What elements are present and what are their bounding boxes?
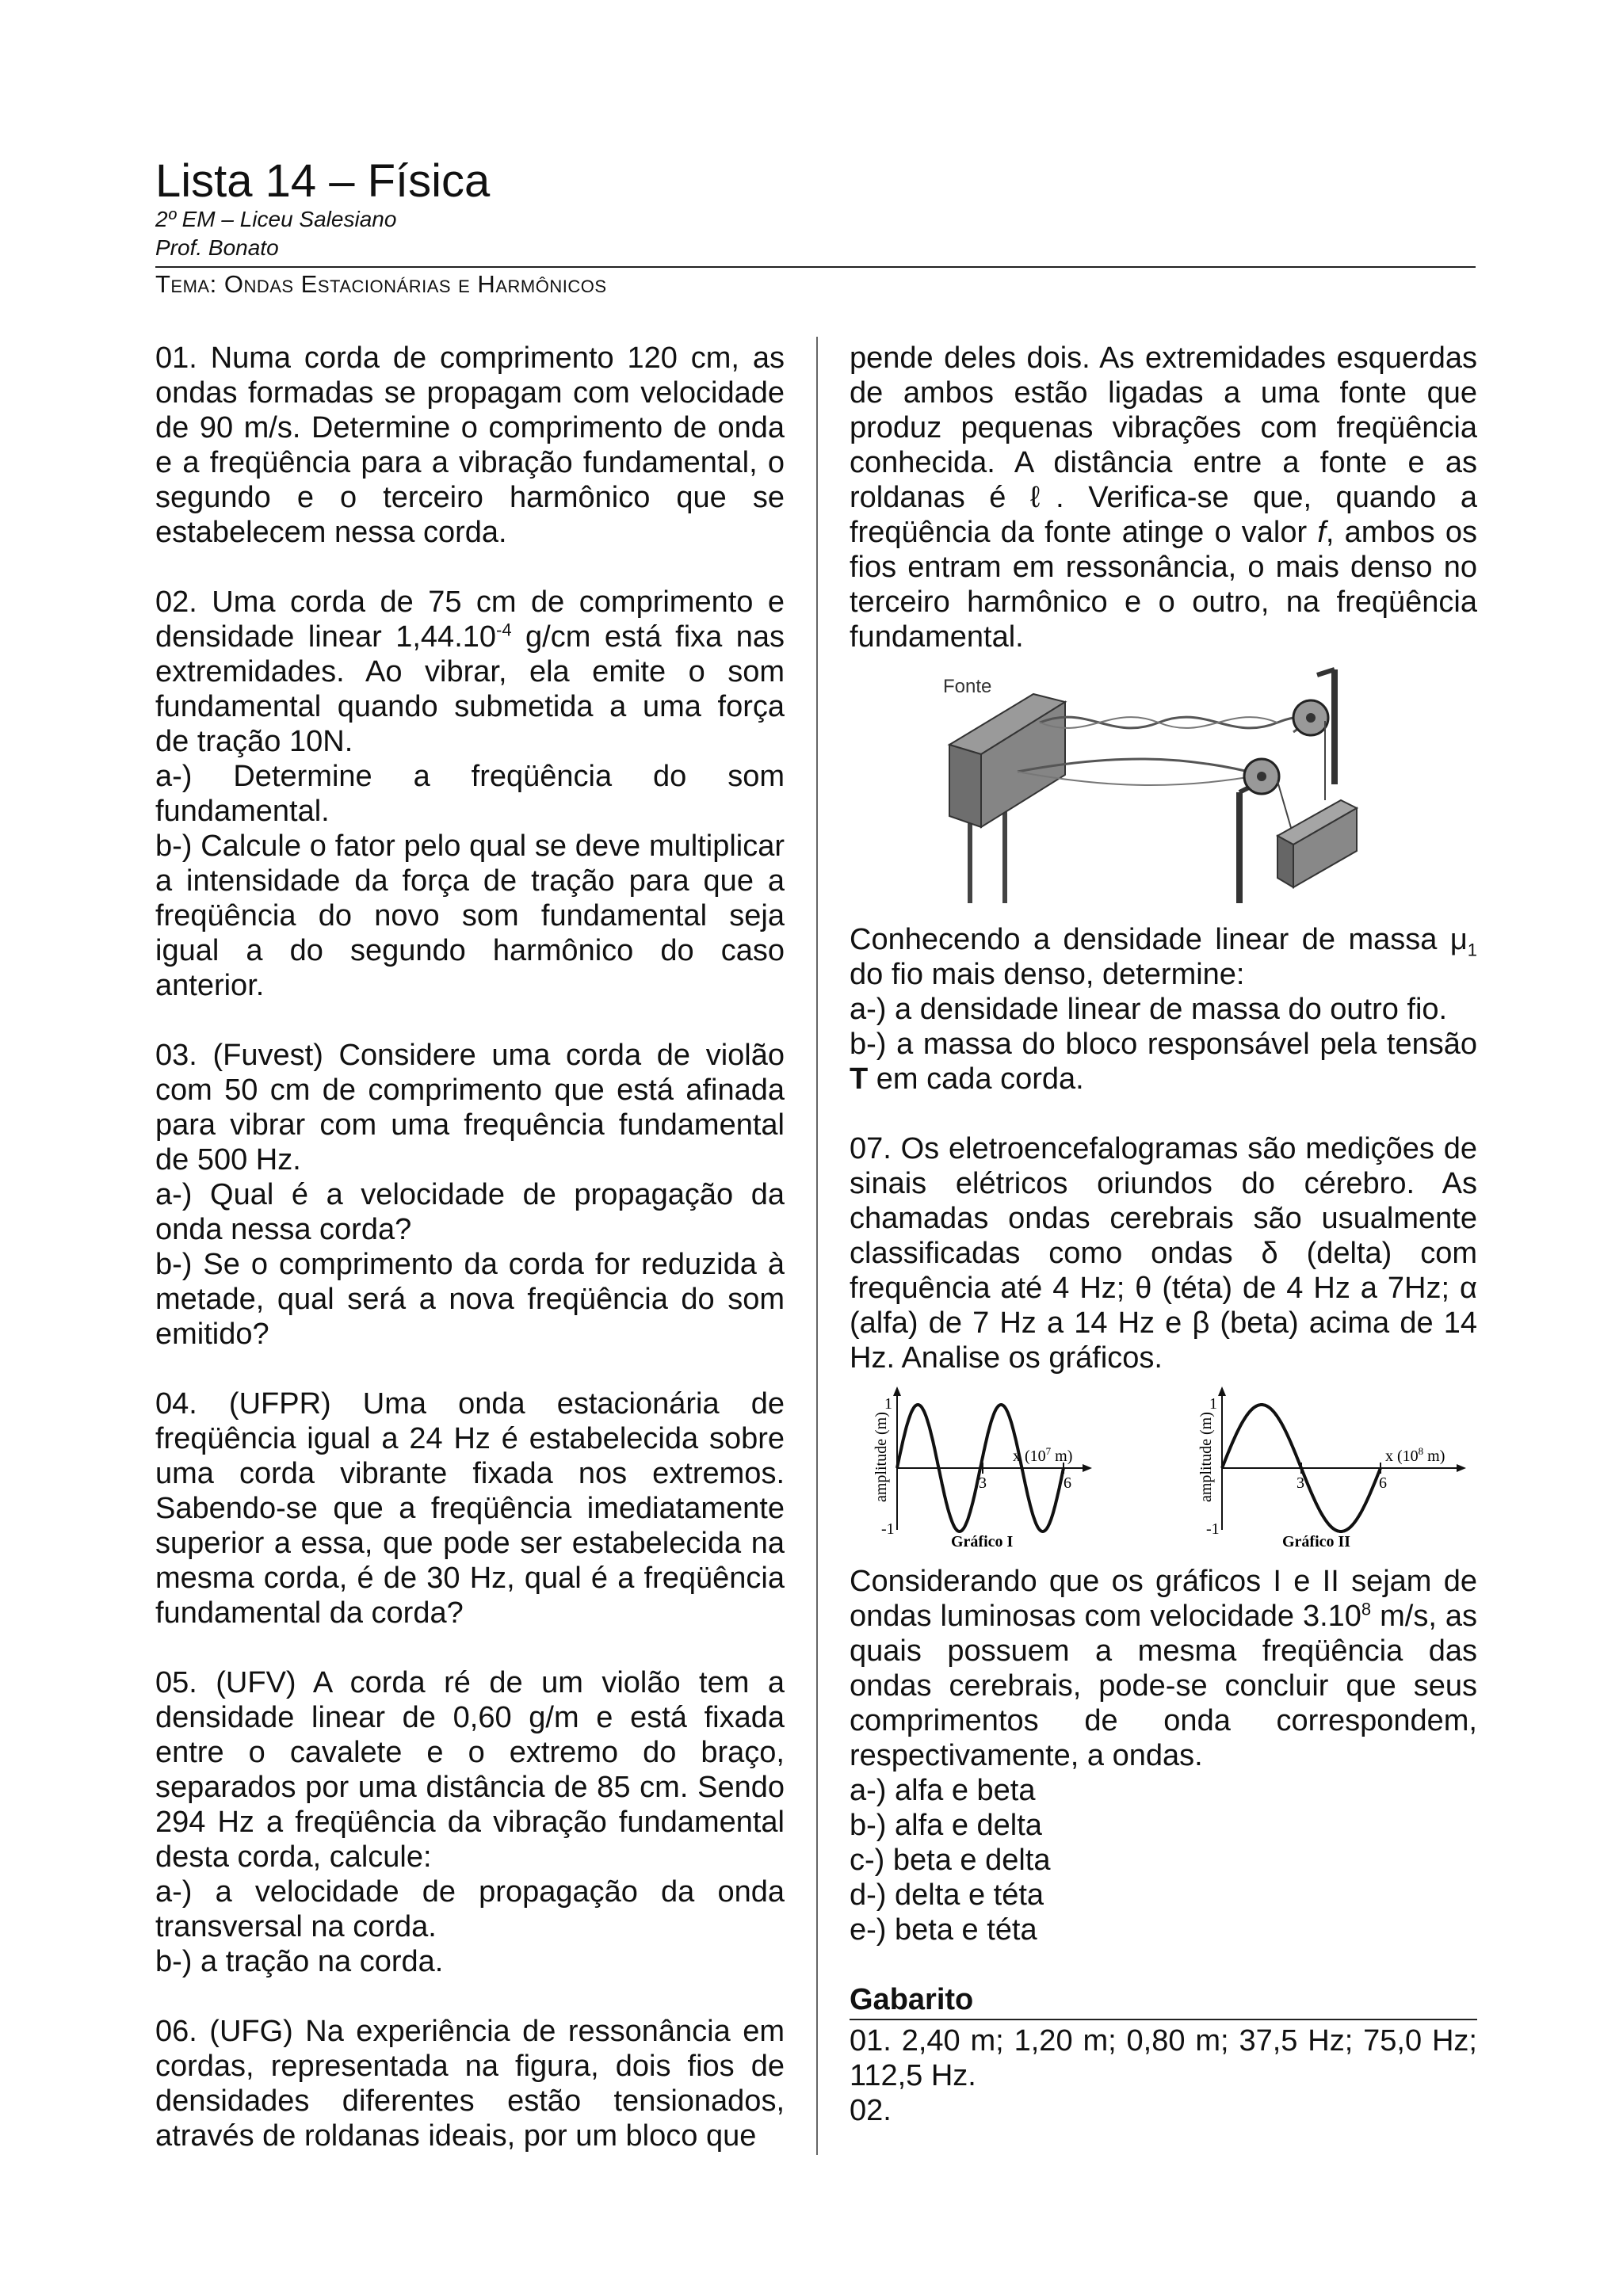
- graph-2-xarrow: [1457, 1464, 1466, 1472]
- graph-2-tick-m1: -1: [1206, 1520, 1220, 1538]
- q02-exp: -4: [496, 620, 512, 640]
- q07-consider-a: Considerando que os gráficos I e II sejam de ondas luminosas com velocidade 3.10: [850, 1565, 1477, 1633]
- graph-1-yarrow: [893, 1386, 901, 1396]
- q05-b: b-) a tração na corda.: [155, 1945, 444, 1978]
- q06-known: [850, 922, 1477, 992]
- q02-text-b: g/cm está fixa nas extremidades. Ao vibrar, ela emite o som fundamental quando submetida a uma força de tração 10N.: [155, 620, 785, 758]
- q07-consider: [850, 1564, 1477, 1773]
- school-line: 2º EM – Liceu Salesiano: [155, 207, 397, 231]
- q06-b-T: T: [850, 1062, 869, 1096]
- graph-2-xlabel-unit: m): [1423, 1447, 1445, 1465]
- q07-consider-b: m/s, as quais possuem a mesma freqüência das ondas cerebrais, pode-se concluir que seus comprimentos de onda correspondem, respectivamente, a ondas.: [850, 1600, 1477, 1772]
- q02-text: [155, 585, 785, 759]
- graph-1-tick-3: 3: [979, 1474, 987, 1492]
- q02-a: a-) Determine a freqüência do som fundamental.: [155, 760, 785, 828]
- graph-1-tick-6: 6: [1064, 1474, 1071, 1492]
- graph-2-xlabel: [1385, 1445, 1445, 1465]
- q06-known-sub: 1: [1467, 940, 1477, 960]
- q07-text: 07. Os eletroencefalogramas são medições de sinais elétricos oriundos do cérebro. As chamadas ondas cerebrais são usualmente classificadas como ondas δ (delta) com frequência até 4 Hz; θ (téta) de 4 Hz a 7Hz; α (alfa) de 7 Hz a 14 Hz e β (beta) acima de 14 Hz. Analise os gráficos.: [850, 1132, 1477, 1375]
- graph-1-xarrow: [1083, 1464, 1092, 1472]
- graph-1-caption: Gráfico I: [951, 1533, 1014, 1550]
- graph-2-tick-6: 6: [1379, 1474, 1387, 1492]
- graph-1-ylabel: amplitude (m): [873, 1412, 890, 1502]
- q03-b: b-) Se o comprimento da corda for reduzida à metade, qual será a nova freqüência do som emitido?: [155, 1248, 785, 1351]
- q06-b-a: b-) a massa do bloco responsável pela tensão: [850, 1028, 1477, 1061]
- q06-f: f: [1317, 516, 1326, 549]
- q06-known-a: Conhecendo a densidade linear de massa μ: [850, 923, 1468, 956]
- teacher-line: Prof. Bonato: [155, 235, 279, 260]
- source-front: [949, 745, 981, 827]
- graph-2-yarrow: [1218, 1386, 1226, 1396]
- gabarito-02: 02.: [850, 2094, 892, 2127]
- q02-b: b-) Calcule o fator pelo qual se deve multiplicar a intensidade da força de tração para que a freqüência do novo som fundamental seja igual a do segundo harmônico do caso anterior.: [155, 830, 785, 1002]
- graph-2-tick-1: 1: [1209, 1395, 1217, 1413]
- graph-2-xlabel-base: x (10: [1385, 1447, 1419, 1465]
- column-separator: [816, 337, 818, 2155]
- block-front: [1277, 836, 1293, 887]
- graph-2-caption: Gráfico II: [1282, 1533, 1351, 1550]
- gabarito-rule: [850, 2019, 1477, 2020]
- gabarito-title: Gabarito: [850, 1983, 974, 2016]
- q07-option-b: b-) alfa e delta: [850, 1809, 1042, 1842]
- left-column: [155, 341, 785, 2153]
- graph-2-tick-3: 3: [1296, 1474, 1304, 1492]
- gabarito-01: 01. 2,40 m; 1,20 m; 0,80 m; 37,5 Hz; 75,0 Hz; 112,5 Hz.: [850, 2024, 1477, 2092]
- tema-line: Tema: Ondas Estacionárias e Harmônicos: [155, 270, 607, 298]
- pulley-front-axle: [1257, 772, 1266, 781]
- pulley-back-axle: [1306, 713, 1316, 723]
- q07-option-d: d-) delta e téta: [850, 1878, 1044, 1912]
- graph-1-xlabel-exp: 7: [1045, 1445, 1052, 1457]
- q05-a: a-) a velocidade de propagação da onda transversal na corda.: [155, 1875, 785, 1943]
- q06-text-a: pende deles dois. As extremidades esquerdas de ambos estão ligadas a uma fonte que produz pequenas vibrações com freqüência conhecida. A distância entre a fonte e as roldanas é ℓ. Verifica-se que, quando a freqüência da fonte atinge o valor: [850, 341, 1477, 549]
- q02-text-a: 02. Uma corda de 75 cm de comprimento e densidade linear 1,44.10: [155, 585, 785, 654]
- q07-option-a: a-) alfa e beta: [850, 1774, 1036, 1807]
- resonance-figure: [850, 666, 1477, 903]
- q06-b: [850, 1027, 1477, 1097]
- graph-2: [1197, 1386, 1466, 1550]
- q01-text: 01. Numa corda de comprimento 120 cm, as ondas formadas se propagam com velocidade de 90 m/s. Determine o comprimento de onda e a freqüência para a vibração fundamental, o segundo e o terceiro harmônico que se estabelecem nessa corda.: [155, 341, 785, 549]
- q07-option-e: e-) beta e téta: [850, 1913, 1037, 1947]
- q07-consider-exp: 8: [1361, 1599, 1372, 1619]
- q07-option-c: c-) beta e delta: [850, 1844, 1051, 1877]
- graph-1-xlabel-unit: m): [1051, 1447, 1073, 1465]
- graph-1-xlabel: [1013, 1445, 1072, 1465]
- graph-1: [873, 1386, 1092, 1550]
- q04-text: 04. (UFPR) Uma onda estacionária de freqüência igual a 24 Hz é estabelecida sobre uma corda vibrante fixada nos extremos. Sabendo-se que a freqüência imediatamente superior a essa, que pode ser estabelecida na mesma corda, é de 30 Hz, qual é a freqüência fundamental da corda?: [155, 1387, 785, 1630]
- graph-2-ylabel: amplitude (m): [1197, 1412, 1215, 1502]
- page-title: Lista 14 – Física: [155, 155, 491, 207]
- q05-text: 05. (UFV) A corda ré de um violão tem a densidade linear de 0,60 g/m e está fixada entre o cavalete e o extremo do braço, separados por uma distância de 85 cm. Sendo 294 Hz a freqüência da vibração fundamental desta corda, calcule:: [155, 1666, 785, 1874]
- q03-a: a-) Qual é a velocidade de propagação da onda nessa corda?: [155, 1178, 785, 1246]
- q06-text-b: , ambos os fios entram em ressonância, o mais denso no terceiro harmônico e o outro, na freqüência fundamental.: [850, 516, 1477, 654]
- q03-text: 03. (Fuvest) Considere uma corda de violão com 50 cm de comprimento que está afinada para vibrar com uma frequência fundamental de 500 Hz.: [155, 1039, 785, 1177]
- eeg-graphs: [850, 1383, 1477, 1550]
- graph-1-tick-1: 1: [884, 1395, 892, 1413]
- graph-2-xlabel-exp: 8: [1418, 1445, 1424, 1457]
- q06-b-b: em cada corda.: [868, 1062, 1084, 1096]
- right-column: [850, 341, 1477, 2128]
- q06-text-left: 06. (UFG) Na experiência de ressonância em cordas, representada na figura, dois fios de densidades diferentes estão tensionados, através de roldanas ideais, por um bloco que: [155, 2015, 785, 2153]
- q06-known-b: do fio mais denso, determine:: [850, 958, 1245, 991]
- q06-a: a-) a densidade linear de massa do outro fio.: [850, 993, 1448, 1026]
- figure-label: Fonte: [943, 676, 992, 697]
- graph-1-xlabel-base: x (10: [1013, 1447, 1046, 1465]
- graph-1-tick-m1: -1: [881, 1520, 895, 1538]
- q06-text-right: [850, 341, 1477, 654]
